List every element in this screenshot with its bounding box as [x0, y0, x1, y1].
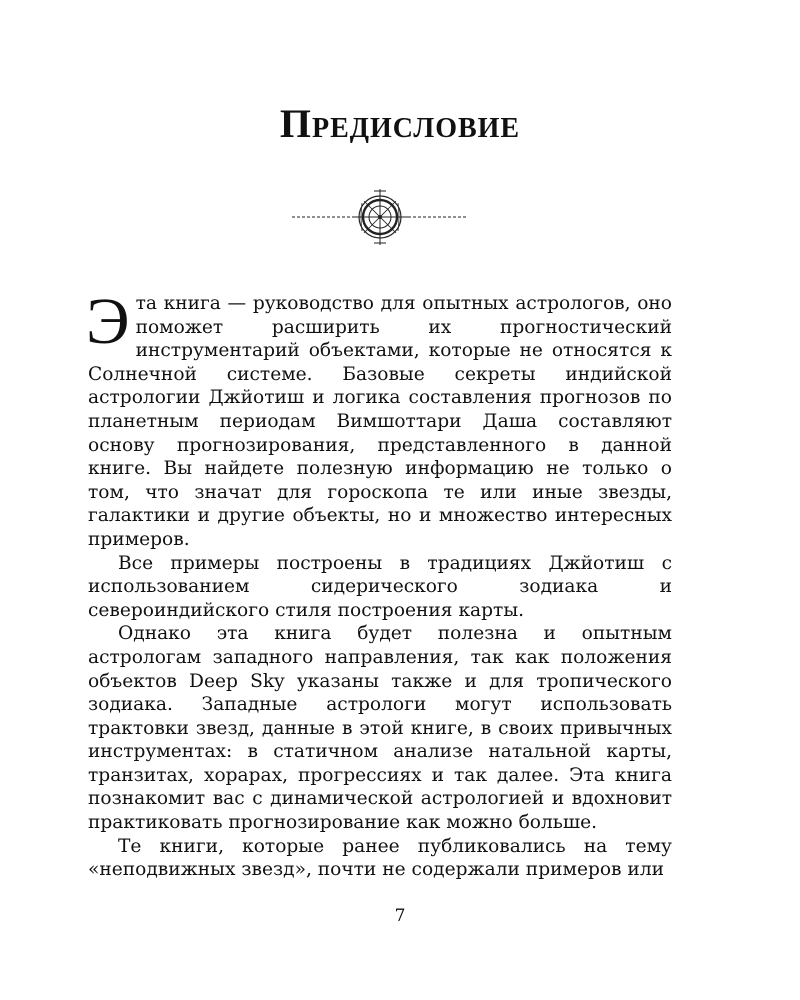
compass-rose-icon	[290, 185, 470, 245]
title-ornament	[290, 185, 470, 245]
paragraph-text: та книга — руководство для опытных астрологов, оно поможет расширить их прогностический инструментарий объектами, которые не относятся к Солнечной системе. Базовые секреты индийской астрологии Джйотиш и логика составления прогнозов по планетным периодам Вимшоттари Даша составляют основу прогнозирования, представленного в данной книге. Вы найдете полезную информацию не только о том, что значат для гороскопа те или иные звезды, галактики и другие объекты, но и множество интересных примеров.	[88, 293, 672, 550]
chapter-title: Предисловие	[279, 101, 521, 146]
body-text	[86, 285, 672, 882]
paragraph: Однако эта книга будет полезна и опытным астрологам западного направления, так как положения объектов Deep Sky указаны также и для тропического зодиака. Западные астрологи могут использовать трактовки звезд, данные в этой книге, в своих привычных инструментах: в статичном анализе натальной карты, транзитах, хорарах, прогрессиях и так далее. Эта книга познакомит вас с динамической астрологией и вдохновит практиковать прогнозирование как можно больше.	[88, 623, 672, 834]
page-number: 7	[394, 906, 406, 926]
paragraph: Те книги, которые ранее публиковались на тему «неподвижных звезд», почти не содержали примеров или	[88, 835, 672, 881]
paragraph: Все примеры построены в традициях Джйотиш с использованием сидерического зодиака и североиндийского стиля построения карты.	[88, 552, 672, 621]
drop-cap: Э	[86, 285, 130, 358]
paragraph	[86, 285, 672, 552]
